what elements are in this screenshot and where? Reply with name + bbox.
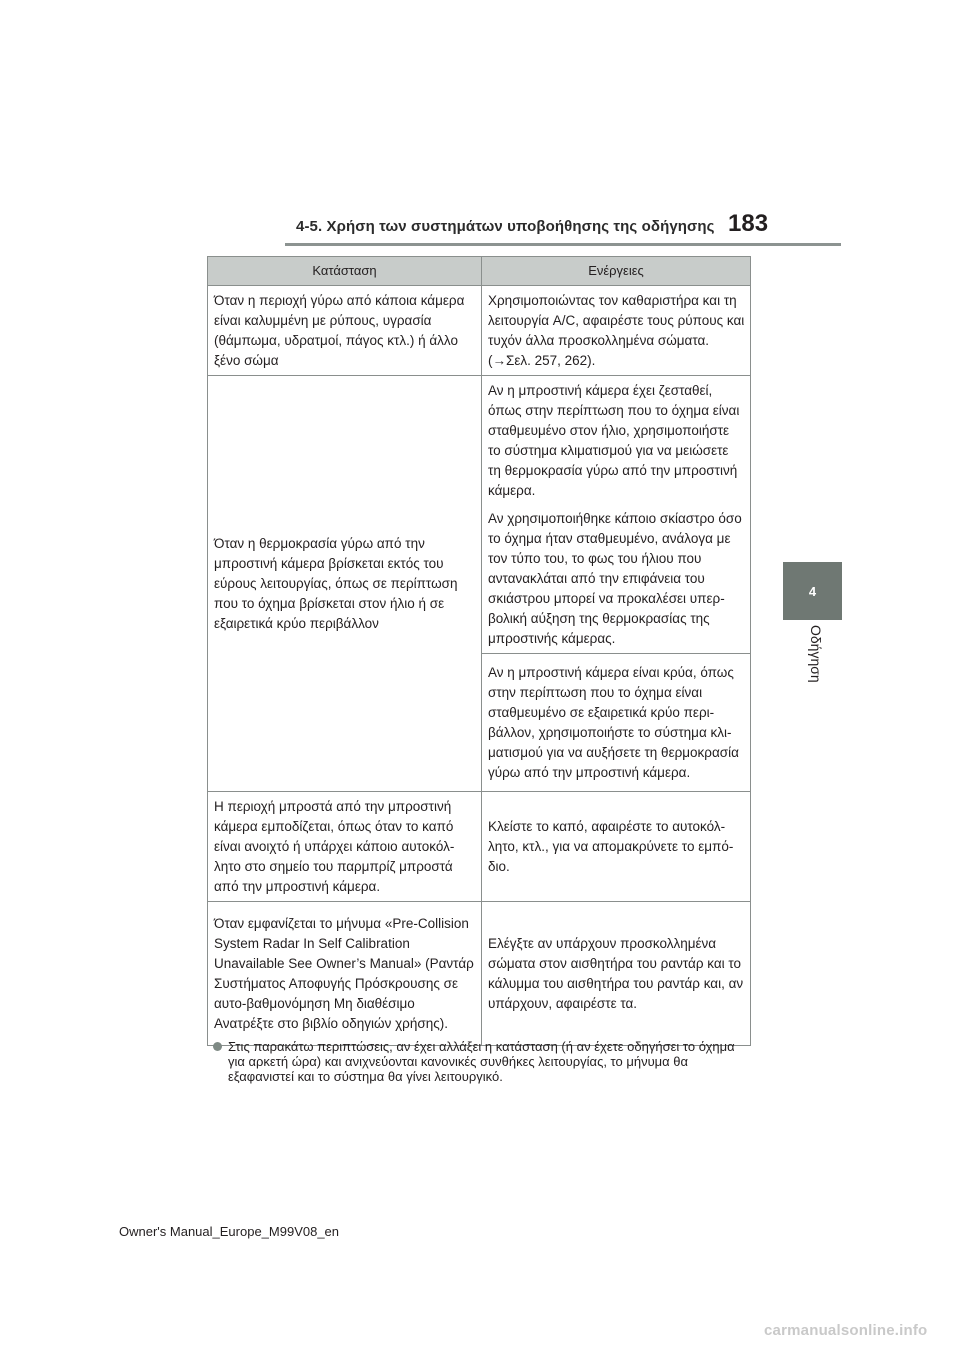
action-paragraph: Αν χρησιμοποιήθηκε κάποιο σκίαστρο όσο το όχημα ήταν σταθμευμένο, ανάλογα με τον τύπο του, το φως του ήλιου που αντανακλάται από την επιφάνεια του σκιάστρου μπορεί να προκαλέσει υπερβολική αύξηση της θερμοκρασίας της μπροστινής κάμερας.	[488, 511, 742, 646]
info-note	[213, 1039, 751, 1084]
column-header-condition: Κατάσταση	[208, 257, 482, 286]
action-cell: Χρησιμοποιώντας τον καθαριστήρα και τη λειτουργία A/C, αφαιρέστε τους ρύπους και τυχόν άλλα προσκολλημένα σώματα. (→Σελ. 257, 262).	[482, 286, 751, 376]
action-paragraph: Αν η μπροστινή κάμερα έχει ζεσταθεί, όπως στην περίπτωση που το όχημα είναι σταθμευμένο στον ήλιο, χρησιμοποιήστε το σύστημα κλιματισμού για να μειώσετε τη θερμοκρασία γύρω από την μπροστινή κάμερα.	[488, 383, 740, 498]
bullet-icon	[213, 1042, 222, 1051]
table-row	[208, 376, 751, 654]
table-row	[208, 902, 751, 1046]
column-header-actions: Ενέργειες	[482, 257, 751, 286]
action-cell: Αν η μπροστινή κάμερα είναι κρύα, όπως στην περίπτωση που το όχημα είναι σταθμευμένο σε εξαιρετικά κρύο περιβάλλον, χρησιμοποιήστε το σύστημα κλιματισμού για να αυξήσετε τη θερμοκρασία γύρω από την μπροστινή κάμερα.	[482, 654, 751, 792]
condition-cell: Η περιοχή μπροστά από την μπροστινή κάμερα εμποδίζεται, όπως όταν το καπό είναι ανοιχτό ή υπάρχει κάποιο αυτοκόλλητο στο σημείο του παρμπρίζ μπροστά από την μπροστινή κάμερα.	[208, 792, 482, 902]
chapter-label: Οδήγηση	[808, 625, 824, 683]
section-title: 4-5. Χρήση των συστημάτων υποβοήθησης της οδήγησης	[296, 218, 715, 235]
action-cell: Κλείστε το καπό, αφαιρέστε το αυτοκόλλητο, κτλ., για να απομακρύνετε το εμπόδιο.	[482, 792, 751, 902]
table-row	[208, 286, 751, 376]
chapter-tab[interactable]	[783, 562, 842, 620]
note-text: Στις παρακάτω περιπτώσεις, αν έχει αλλάξει η κατάσταση (ή αν έχετε οδηγήσει το όχημα για αρκετή ώρα) και ανιχνεύονται κανονικές συνθήκες λειτουργίας, το μήνυμα θα εξαφανιστεί και το σύστημα θα γίνει λειτουργικό.	[228, 1039, 735, 1084]
page-number: 183	[728, 210, 769, 237]
watermark: carmanualsonline.info	[764, 1322, 928, 1339]
chapter-number: 4	[808, 583, 817, 599]
condition-cell: Όταν η θερμοκρασία γύρω από την μπροστινή κάμερα βρίσκεται εκτός του εύρους λειτουργίας, όπως σε περίπτωση που το όχημα βρίσκεται στον ήλιο ή σε εξαιρετικά κρύο περιβάλλον	[208, 376, 482, 792]
action-cell	[482, 376, 751, 654]
action-cell: Ελέγξτε αν υπάρχουν προσκολλημένα σώματα στον αισθητήρα του ραντάρ και το κάλυμμα του αισθητήρα του ραντάρ και, αν υπάρχουν, αφαιρέστε τα.	[482, 902, 751, 1046]
conditions-table	[207, 256, 751, 1046]
header-divider	[285, 243, 841, 246]
footer-text: Owner's Manual_Europe_M99V08_en	[119, 1224, 340, 1239]
table-header-row	[208, 257, 751, 286]
condition-cell: Όταν η περιοχή γύρω από κάποια κάμερα είναι καλυμμένη με ρύπους, υγρασία (θάμπωμα, υδρατμοί, πάγος κτλ.) ή άλλο ξένο σώμα	[208, 286, 482, 376]
table-row	[208, 792, 751, 902]
condition-cell: Όταν εμφανίζεται το μήνυμα «Pre-Collision System Radar In Self Calibration Unavailable See Owner’s Manual» (Ραντάρ Συστήματος Αποφυγής Πρόσκρουσης σε αυτο-βαθμονόμηση Μη διαθέσιμο Ανατρέξτε στο βιβλίο οδηγιών χρήσης).	[208, 902, 482, 1046]
